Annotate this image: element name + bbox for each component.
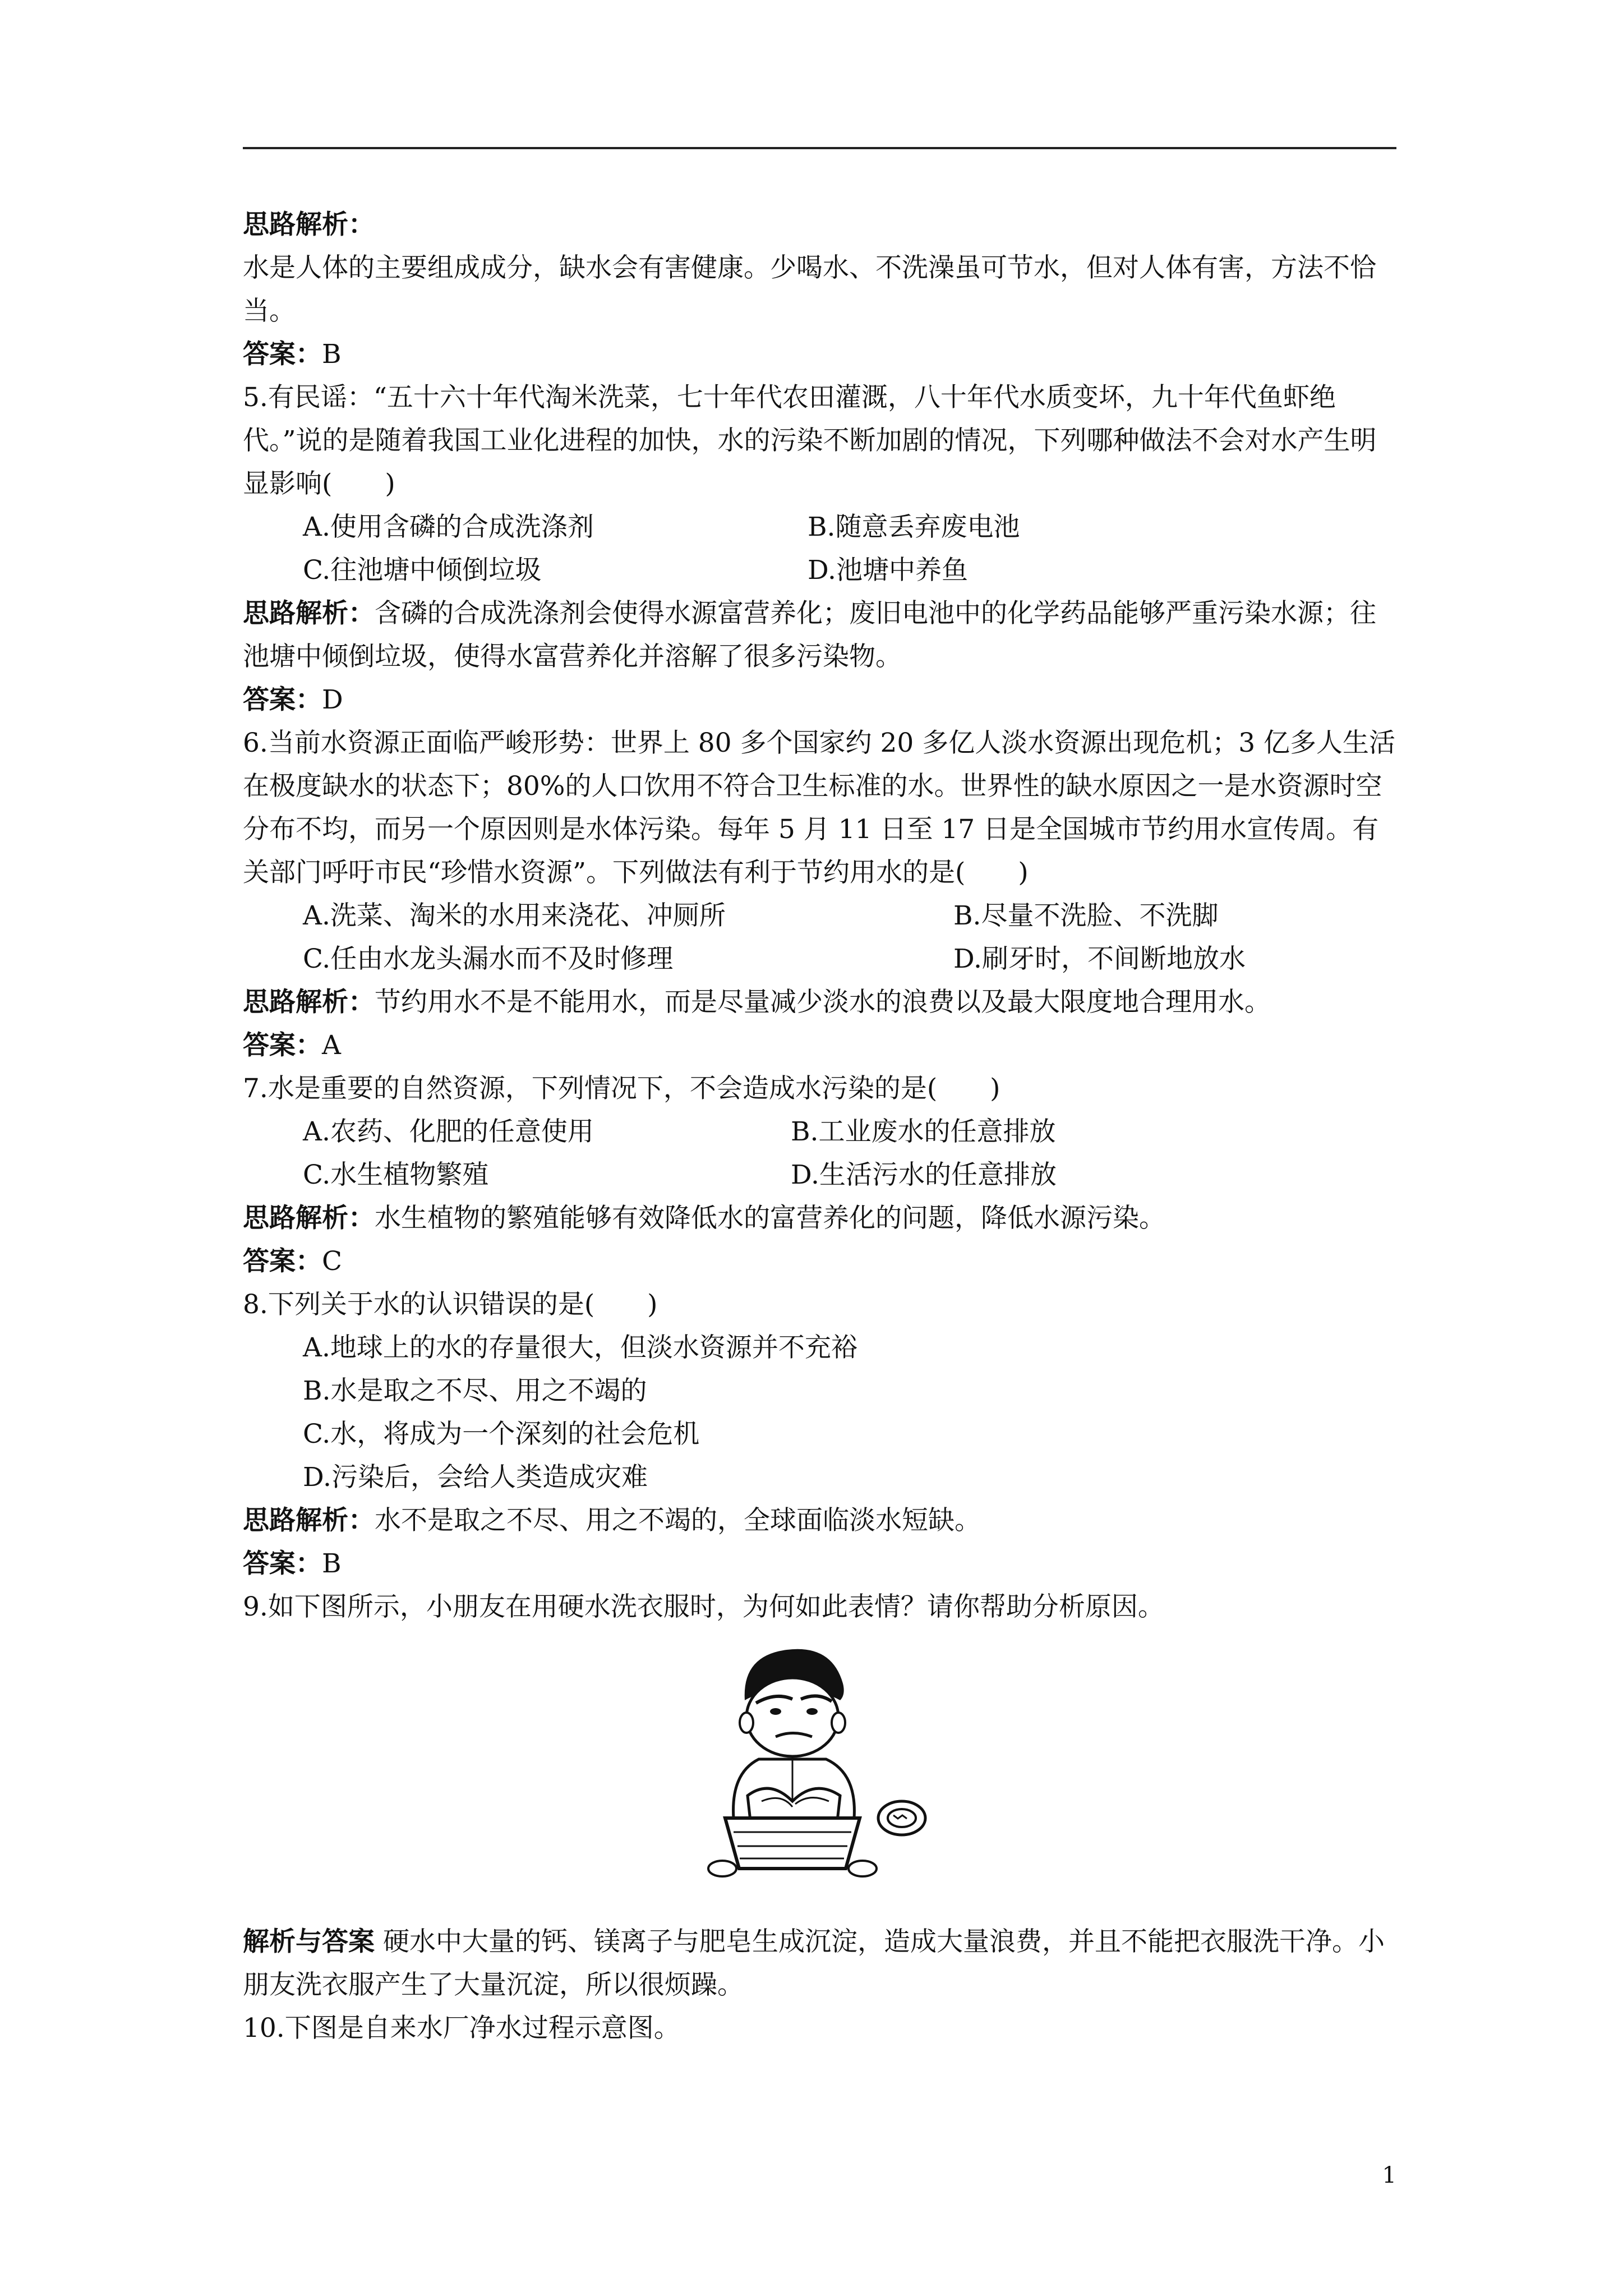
page-number: 1 <box>1382 2162 1396 2188</box>
q8-stem: 8.下列关于水的认识错误的是( ) <box>243 1289 658 1320</box>
q6-analysis-text: 节约用水不是不能用水，而是尽量减少淡水的浪费以及最大限度地合理用水。 <box>375 987 1271 1018</box>
q7-answer: C <box>322 1246 342 1277</box>
q7-analysis-text: 水生植物的繁殖能够有效降低水的富营养化的问题，降低水源污染。 <box>375 1203 1165 1234</box>
q5-options-row1 <box>243 505 1396 549</box>
q5-answer-label: 答案： <box>243 684 322 715</box>
q7-options-row1 <box>243 1110 1396 1153</box>
q5-option-c: C.往池塘中倾倒垃圾 <box>303 555 542 586</box>
washing-child-illustration <box>243 1628 1396 1920</box>
q7-analysis-label: 思路解析： <box>243 1203 375 1234</box>
q8-option-b: B.水是取之不尽、用之不竭的 <box>303 1375 647 1406</box>
child-washing-clothes-drawing <box>703 1633 938 1913</box>
q5-analysis-text: 含磷的合成洗涤剂会使得水源富营养化；废旧电池中的化学药品能够严重污染水源；往池塘中倾倒垃圾，使得水富营养化并溶解了很多污染物。 <box>243 598 1376 672</box>
q8-option-a: A.地球上的水的存量很大，但淡水资源并不充裕 <box>303 1332 857 1363</box>
q4-analysis-label: 思路解析： <box>243 209 375 240</box>
q6-options-row2 <box>243 937 1396 981</box>
q7-option-b: B.工业废水的任意排放 <box>791 1116 1056 1147</box>
q4-answer: B <box>322 339 342 370</box>
q10-stem: 10.下图是自来水厂净水过程示意图。 <box>243 2013 680 2044</box>
q8-analysis-text: 水不是取之不尽、用之不竭的，全球面临淡水短缺。 <box>375 1505 981 1536</box>
q6-options-row1 <box>243 894 1396 937</box>
q8-answer-label: 答案： <box>243 1548 322 1579</box>
q5-option-b: B.随意丢弃废电池 <box>808 512 1020 542</box>
q9-analysis-text: 硬水中大量的钙、镁离子与肥皂生成沉淀，造成大量浪费，并且不能把衣服洗干净。小朋友洗衣服产生了大量沉淀，所以很烦躁。 <box>243 1926 1385 2000</box>
q5-option-d: D.池塘中养鱼 <box>808 555 968 586</box>
q8-option-c: C.水，将成为一个深刻的社会危机 <box>303 1419 700 1450</box>
q6-analysis-label: 思路解析： <box>243 987 375 1018</box>
q4-analysis-text: 水是人体的主要组成成分，缺水会有害健康。少喝水、不洗澡虽可节水，但对人体有害，方法不恰当。 <box>243 252 1376 326</box>
header-rule <box>243 147 1396 149</box>
q6-answer: A <box>322 1030 341 1061</box>
q5-answer: D <box>322 684 343 715</box>
q6-option-a: A.洗菜、淘米的水用来浇花、冲厕所 <box>303 900 726 931</box>
q6-option-c: C.任由水龙头漏水而不及时修理 <box>303 944 674 974</box>
q5-stem: 5.有民谣：“五十六十年代淘米洗菜，七十年代农田灌溉，八十年代水质变坏，九十年代鱼虾绝代。”说的是随着我国工业化进程的加快，水的污染不断加剧的情况，下列哪种做法不会对水产生明显影响( ) <box>243 382 1377 499</box>
q7-option-a: A.农药、化肥的任意使用 <box>303 1116 594 1147</box>
q4-answer-label: 答案： <box>243 339 322 370</box>
q6-answer-label: 答案： <box>243 1030 322 1061</box>
q8-analysis-label: 思路解析： <box>243 1505 375 1536</box>
q6-stem: 6.当前水资源正面临严峻形势：世界上 80 多个国家约 20 多亿人淡水资源出现危机；3 亿多人生活在极度缺水的状态下；80%的人口饮用不符合卫生标准的水。世界性的缺水原因之一是水资源时空分布不均，而另一个原因则是水体污染。每年 5 月 11 日至 17 日是全国城市节约用水宣传周。有关部门呼吁市民“珍惜水资源”。下列做法有利于节约用水的是( ) <box>243 728 1396 888</box>
q9-analysis-label: 解析与答案 <box>243 1926 375 1957</box>
q6-option-d: D.刷牙时，不间断地放水 <box>953 944 1246 974</box>
q8-option-d: D.污染后，会给人类造成灾难 <box>303 1462 648 1493</box>
q7-options-row2 <box>243 1153 1396 1197</box>
q7-stem: 7.水是重要的自然资源，下列情况下，不会造成水污染的是( ) <box>243 1073 1000 1104</box>
q9-stem: 9.如下图所示，小朋友在用硬水洗衣服时，为何如此表情？请你帮助分析原因。 <box>243 1591 1164 1622</box>
q7-option-c: C.水生植物繁殖 <box>303 1159 489 1190</box>
q5-option-a: A.使用含磷的合成洗涤剂 <box>303 512 594 542</box>
q7-option-d: D.生活污水的任意排放 <box>791 1159 1057 1190</box>
q6-option-b: B.尽量不洗脸、不洗脚 <box>953 900 1219 931</box>
q5-options-row2 <box>243 549 1396 592</box>
q5-analysis-label: 思路解析： <box>243 598 375 629</box>
document-body <box>243 203 1396 2050</box>
q7-answer-label: 答案： <box>243 1246 322 1277</box>
q8-answer: B <box>322 1548 342 1579</box>
